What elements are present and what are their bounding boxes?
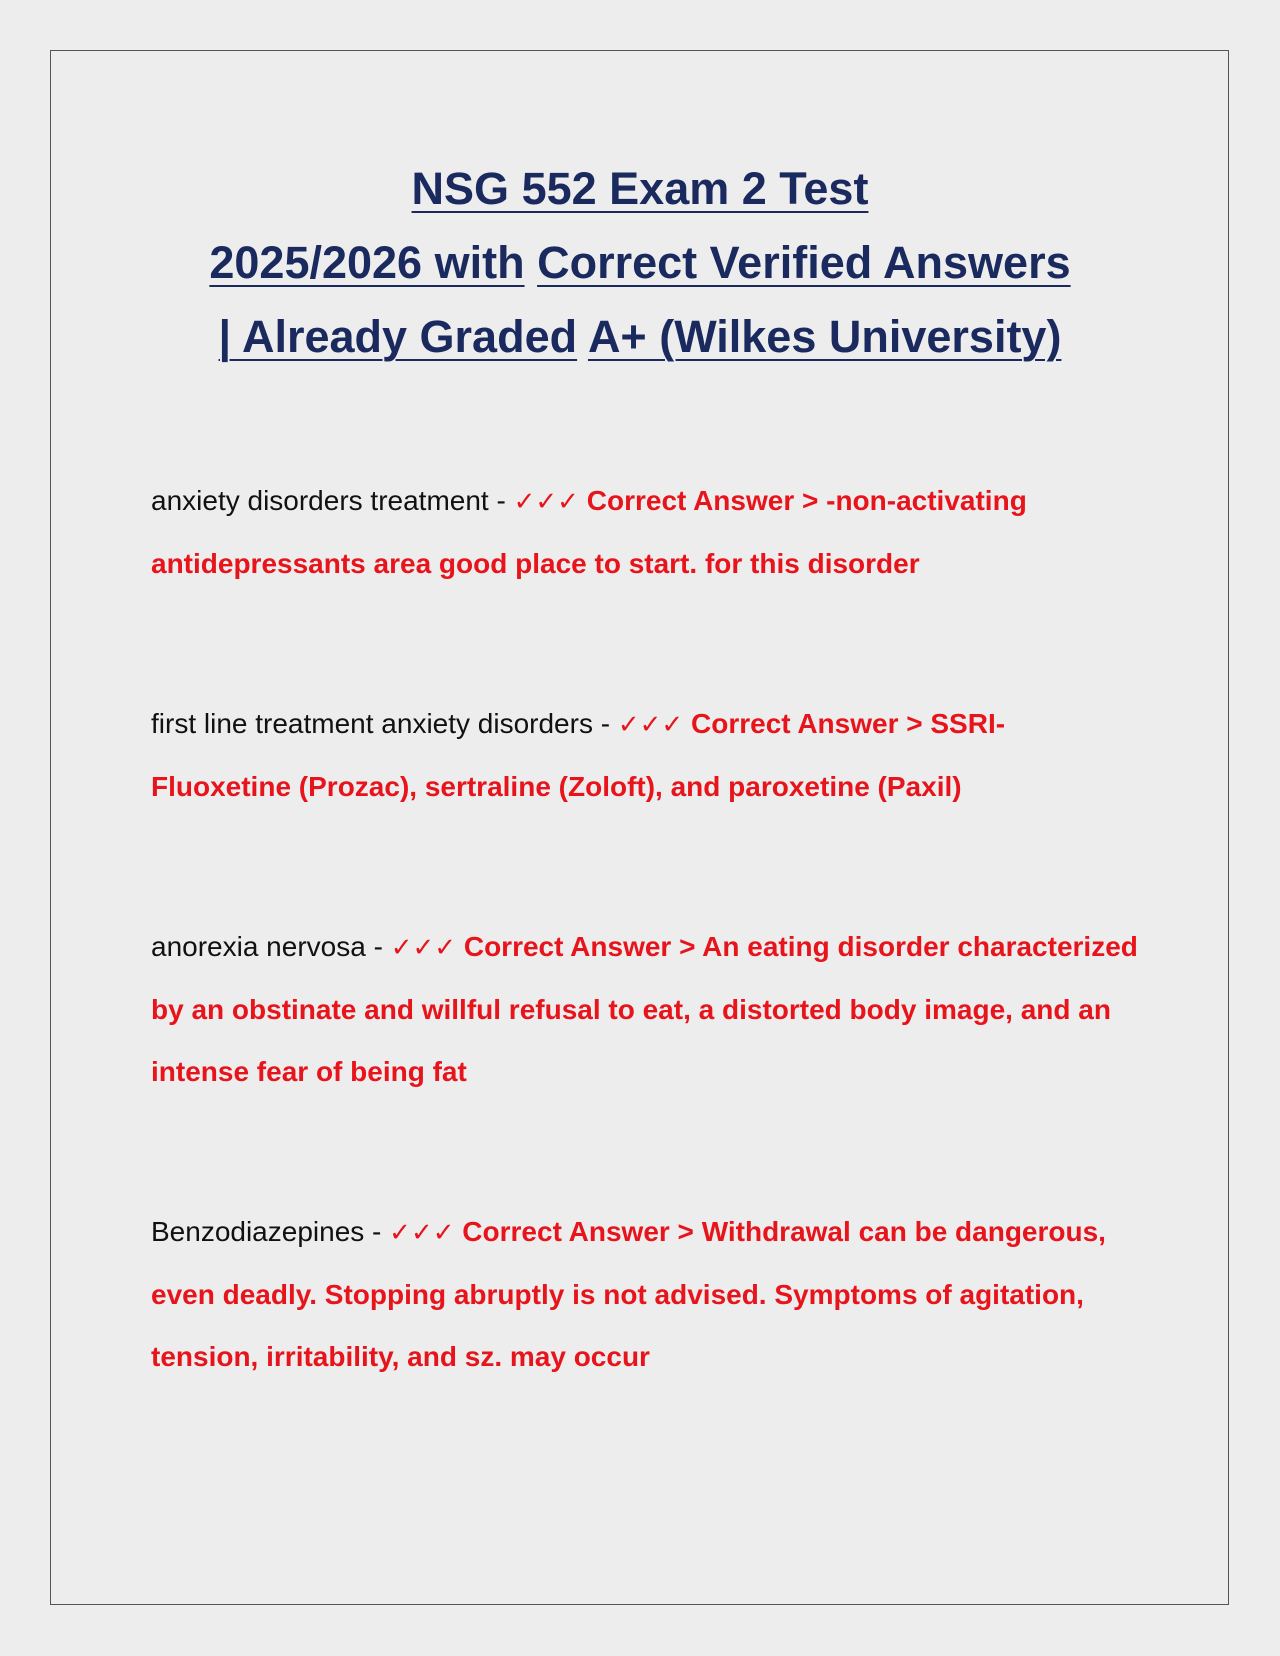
title-segment: A+ (Wilkes University): [587, 311, 1062, 362]
title-segment: Correct Verified Answers: [537, 237, 1071, 288]
title-segment: 2025/2026 with: [209, 237, 525, 288]
answer-text: Correct Answer > -non-activating antidepressants area good place to start. for this disorder: [151, 485, 1027, 579]
separator: -: [592, 708, 618, 739]
question-term: anorexia nervosa: [151, 931, 366, 962]
title-line-1: [0, 152, 1280, 226]
qa-item: [151, 470, 1141, 595]
title-segment: NSG 552 Exam 2 Test: [411, 163, 869, 214]
answer-text: Correct Answer > An eating disorder characterized by an obstinate and willful refusal to eat, a distorted body image, and an intense fear of being fat: [151, 931, 1138, 1087]
separator: -: [365, 931, 391, 962]
qa-item: [151, 1201, 1141, 1388]
checkmark-icon: ✓✓✓: [389, 1218, 455, 1248]
qa-item: [151, 693, 1141, 818]
checkmark-icon: ✓✓✓: [513, 487, 579, 517]
question-term: anxiety disorders treatment: [151, 485, 489, 516]
checkmark-icon: ✓✓✓: [617, 710, 684, 740]
question-term: first line treatment anxiety disorders: [151, 708, 593, 739]
separator: -: [364, 1216, 390, 1247]
title-segment: | Already Graded: [218, 311, 578, 362]
answer-text: Correct Answer > Withdrawal can be dangerous, even deadly. Stopping abruptly is not advised. Symptoms of agitation, tension, irritability, and sz. may occur: [151, 1216, 1106, 1372]
title-line-2: [0, 226, 1280, 300]
title-line-3: [0, 300, 1280, 374]
checkmark-icon: ✓✓✓: [390, 933, 457, 963]
question-term: Benzodiazepines: [151, 1216, 365, 1247]
document-title: [0, 152, 1280, 374]
qa-item: [151, 916, 1141, 1103]
separator: -: [488, 485, 514, 516]
answer-text: Correct Answer > SSRI- Fluoxetine (Prozac), sertraline (Zoloft), and paroxetine (Paxil): [151, 708, 1006, 802]
